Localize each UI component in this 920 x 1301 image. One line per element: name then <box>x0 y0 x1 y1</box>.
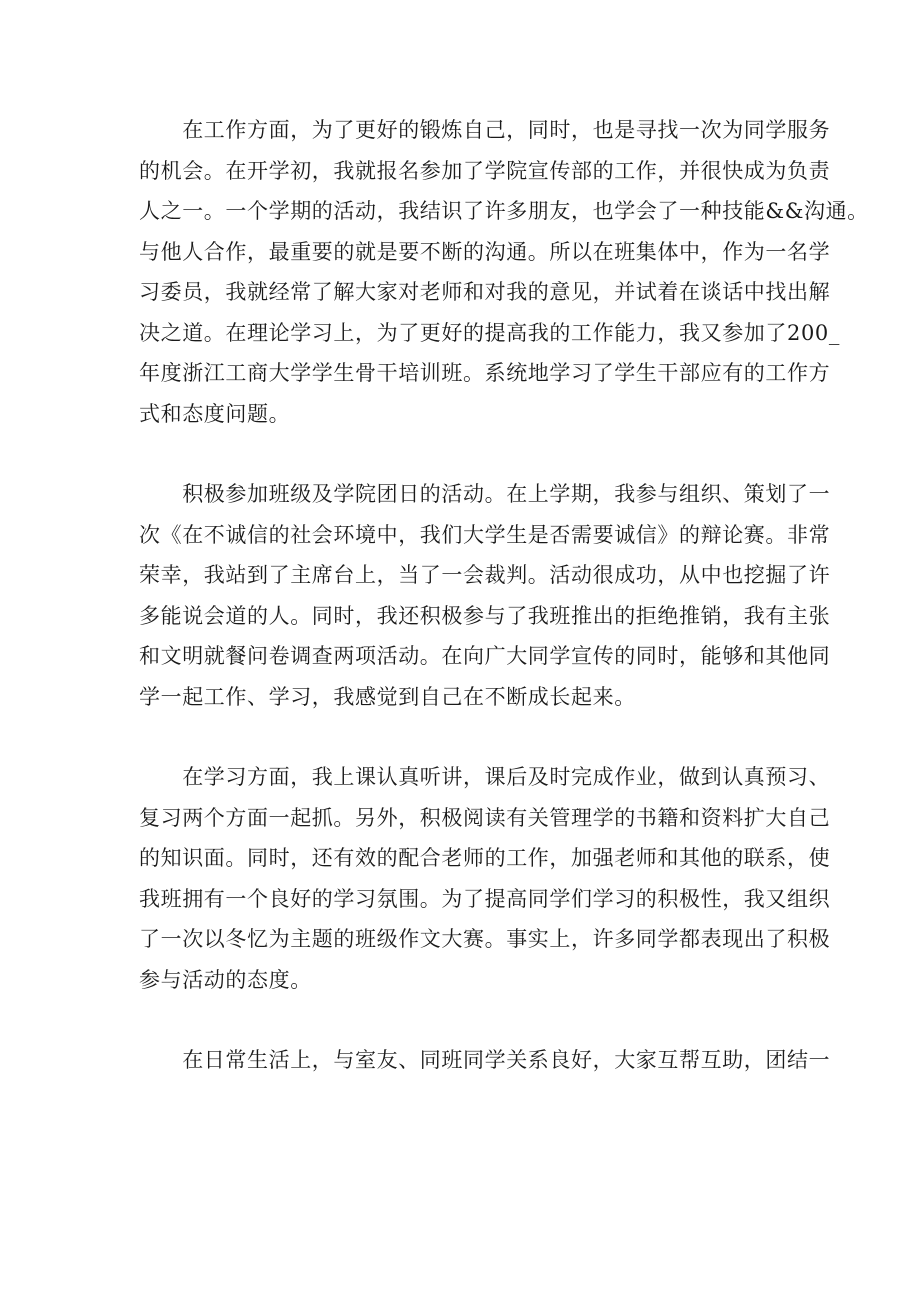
text-line: 复习两个方面一起抓。另外，积极阅读有关管理学的书籍和资料扩大自己 <box>139 805 831 830</box>
text-line: 多能说会道的人。同时，我还积极参与了我班推出的拒绝推销，我有主张 <box>139 603 831 628</box>
text-line: 决之道。在理论学习上，为了更好的提高我的工作能力，我又参加了200_ <box>139 320 840 345</box>
paragraph-study <box>139 757 831 1000</box>
document-body <box>139 110 869 1081</box>
text-line: 荣幸，我站到了主席台上，当了一会裁判。活动很成功，从中也挖掘了许 <box>139 563 831 587</box>
text-line: 在学习方面，我上课认真听讲，课后及时完成作业，做到认真预习、 <box>139 765 831 789</box>
text-line: 了一次以冬忆为主题的班级作文大赛。事实上，许多同学都表现出了积极 <box>139 927 831 951</box>
paragraph-activities <box>139 474 831 717</box>
text-line: 与他人合作，最重要的就是要不断的沟通。所以在班集体中，作为一名学 <box>139 239 831 264</box>
paragraph-daily-life <box>139 1040 831 1081</box>
text-line: 习委员，我就经常了解大家对老师和对我的意见，并试着在谈话中找出解 <box>139 280 831 304</box>
text-line: 的机会。在开学初，我就报名参加了学院宣传部的工作，并很快成为负责 <box>139 158 831 183</box>
text-line: 和文明就餐问卷调查两项活动。在向广大同学宣传的同时，能够和其他同 <box>139 644 831 668</box>
text-line: 参与活动的态度。 <box>139 967 312 992</box>
text-line: 在日常生活上，与室友、同班同学关系良好，大家互帮互助，团结一 <box>139 1048 831 1072</box>
paragraph-work <box>139 110 869 434</box>
text-line: 次《在不诚信的社会环境中，我们大学生是否需要诚信》的辩论赛。非常 <box>139 522 831 547</box>
text-line: 积极参加班级及学院团日的活动。在上学期，我参与组织、策划了一 <box>139 482 831 506</box>
text-line: 我班拥有一个良好的学习氛围。为了提高同学们学习的积极性，我又组织 <box>139 886 831 911</box>
text-line: 式和态度问题。 <box>139 401 291 426</box>
text-line: 在工作方面，为了更好的锻炼自己，同时，也是寻找一次为同学服务 <box>139 118 831 142</box>
text-line: 人之一。一个学期的活动，我结识了许多朋友，也学会了一种技能&&沟通。 <box>139 199 869 223</box>
text-line: 年度浙江工商大学学生骨干培训班。系统地学习了学生干部应有的工作方 <box>139 361 831 385</box>
text-line: 的知识面。同时，还有效的配合老师的工作，加强老师和其他的联系，使 <box>139 846 831 870</box>
text-line: 学一起工作、学习，我感觉到自己在不断成长起来。 <box>139 684 636 709</box>
